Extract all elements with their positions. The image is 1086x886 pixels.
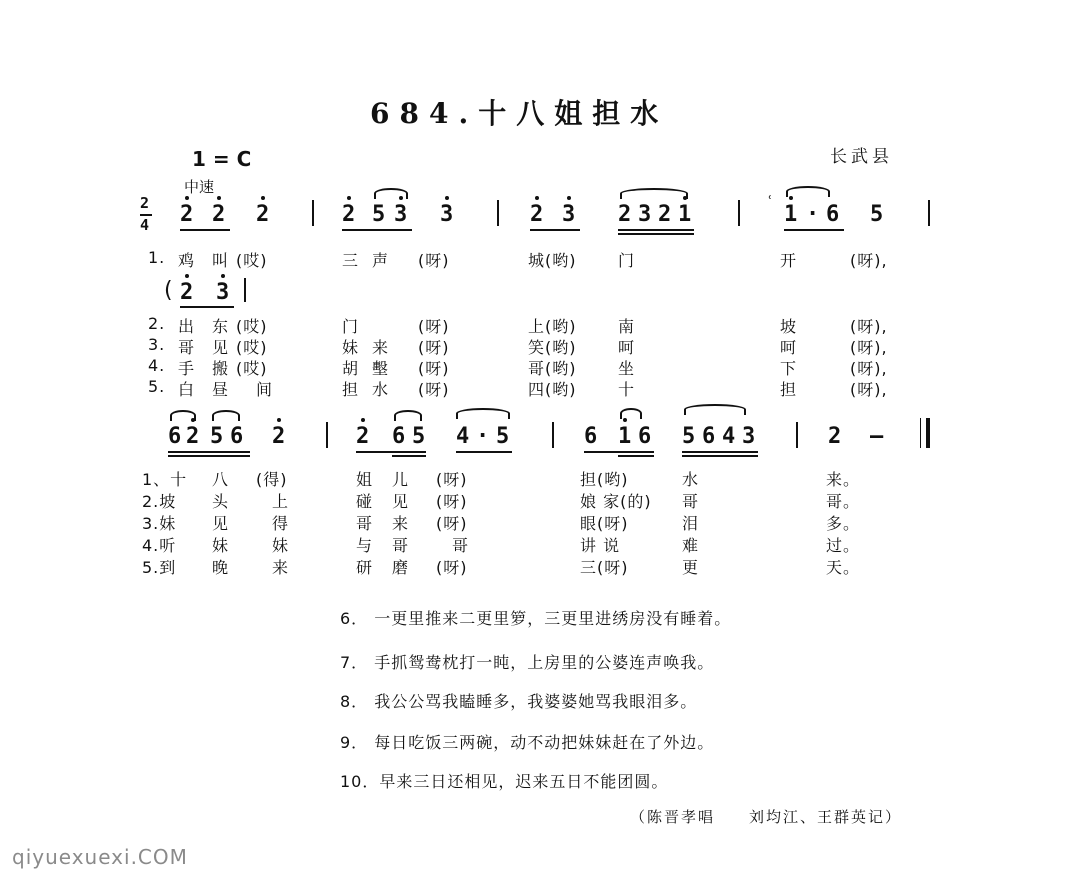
- note: 3: [562, 202, 576, 227]
- lyric-syllable: 4.听: [142, 536, 177, 555]
- octave-dot: [185, 274, 189, 278]
- barline: [796, 422, 798, 448]
- note: 2: [618, 202, 632, 227]
- beam: [456, 451, 512, 453]
- note: –: [870, 424, 884, 449]
- lyric-syllable: 担: [342, 380, 360, 399]
- slur: [620, 408, 642, 419]
- lyric-syllable: 笑(哟): [528, 338, 577, 357]
- octave-dot: [221, 274, 225, 278]
- lyric-syllable: 墼: [372, 359, 390, 378]
- beam: [618, 229, 694, 231]
- note: 2: [212, 202, 226, 227]
- lyric-syllable: 多。: [826, 514, 861, 533]
- lyric-syllable: (呀): [436, 558, 468, 577]
- lyric-syllable: 开: [780, 251, 798, 270]
- lyric-number: 4.: [148, 356, 166, 375]
- note: 2: [356, 424, 370, 449]
- slur: [620, 188, 688, 199]
- octave-dot: [445, 196, 449, 200]
- lyric-syllable: (哎): [236, 338, 268, 357]
- slur: [786, 186, 830, 197]
- lyric-syllable: 娘 家(的): [580, 492, 652, 511]
- lyric-syllable: 声: [372, 251, 390, 270]
- lyric-syllable: 手: [178, 359, 196, 378]
- lyric-syllable: 得: [272, 514, 290, 533]
- lyric-syllable: 坡: [780, 317, 798, 336]
- lyric-syllable: 哥: [356, 514, 374, 533]
- barline: [928, 200, 930, 226]
- lyric-syllable: 门: [618, 251, 636, 270]
- note: 5: [496, 424, 510, 449]
- lyric-syllable: 姐: [356, 470, 374, 489]
- lyric-syllable: 难: [682, 536, 700, 555]
- lyric-syllable: (呀): [436, 470, 468, 489]
- note: ·: [806, 202, 820, 227]
- note: 4: [722, 424, 736, 449]
- verse-line: 10．早来三日还相见，迟来五日不能团圆。: [340, 772, 669, 791]
- lyric-syllable: 见: [212, 338, 230, 357]
- note: 6: [584, 424, 598, 449]
- lyric-syllable: (哎): [236, 359, 268, 378]
- note: 3: [742, 424, 756, 449]
- lyric-syllable: 妹: [272, 536, 290, 555]
- lyric-number: 3.: [148, 335, 166, 354]
- octave-dot: [261, 196, 265, 200]
- lyric-syllable: (哎): [236, 251, 268, 270]
- lyric-number: 1.: [148, 248, 166, 267]
- note: 6: [392, 424, 406, 449]
- lyric-syllable: 呵: [618, 338, 636, 357]
- slur: [212, 410, 240, 421]
- note: 3: [394, 202, 408, 227]
- lyric-syllable: 研: [356, 558, 374, 577]
- lyric-number: 2.: [148, 314, 166, 333]
- final-barline-thick: [926, 418, 930, 448]
- slur: [170, 410, 196, 421]
- note: 6: [230, 424, 244, 449]
- beam: [530, 229, 580, 231]
- note: 6: [638, 424, 652, 449]
- lyric-syllable: 哥。: [826, 492, 861, 511]
- slur: [394, 410, 422, 421]
- lyric-syllable: 过。: [826, 536, 861, 555]
- note: 2: [530, 202, 544, 227]
- lyric-number: 5.: [148, 377, 166, 396]
- note: 2: [658, 202, 672, 227]
- lyric-syllable: 儿: [392, 470, 410, 489]
- lyric-syllable: 水: [682, 470, 700, 489]
- beam: [618, 455, 654, 457]
- lyric-syllable: (呀),: [850, 317, 888, 336]
- barline: [326, 422, 328, 448]
- note: 2: [180, 280, 194, 305]
- lyric-syllable: (得): [256, 470, 288, 489]
- lyric-syllable: 水: [372, 380, 390, 399]
- lyric-syllable: 天。: [826, 558, 861, 577]
- lyric-syllable: (呀),: [850, 338, 888, 357]
- tempo-marking: 中速: [184, 178, 215, 196]
- note: 4: [456, 424, 470, 449]
- lyric-syllable: 来: [272, 558, 290, 577]
- verse-line: 8． 我公公骂我瞌睡多，我婆婆她骂我眼泪多。: [340, 692, 698, 711]
- lyric-syllable: 更: [682, 558, 700, 577]
- note: 5: [210, 424, 224, 449]
- note: 2: [186, 424, 200, 449]
- grace-mark: ʿ: [768, 194, 773, 210]
- note: ·: [476, 424, 490, 449]
- barline: [552, 422, 554, 448]
- octave-dot: [217, 196, 221, 200]
- lyric-syllable: 1、十: [142, 470, 188, 489]
- lyric-syllable: 搬: [212, 359, 230, 378]
- lyric-syllable: 来: [372, 338, 390, 357]
- lyric-syllable: 泪: [682, 514, 700, 533]
- slur: [374, 188, 408, 199]
- lyric-syllable: 十: [618, 380, 636, 399]
- note: 1: [618, 424, 632, 449]
- lyric-syllable: 城(哟): [528, 251, 577, 270]
- lyric-syllable: 哥: [178, 338, 196, 357]
- lyric-syllable: 讲 说: [580, 536, 621, 555]
- beam: [356, 451, 426, 453]
- slur: [684, 404, 746, 415]
- note: 5: [870, 202, 884, 227]
- note: 6: [826, 202, 840, 227]
- lyric-syllable: 2.坡: [142, 492, 177, 511]
- note: 1: [678, 202, 692, 227]
- beam: [618, 233, 694, 235]
- lyric-syllable: (呀): [436, 492, 468, 511]
- key-signature: 1 = C: [192, 147, 252, 171]
- lyric-syllable: 见: [212, 514, 230, 533]
- octave-dot: [185, 196, 189, 200]
- lyric-syllable: 妹: [212, 536, 230, 555]
- lyric-syllable: 磨: [392, 558, 410, 577]
- lyric-syllable: 哥: [452, 536, 470, 555]
- beam: [180, 229, 230, 231]
- beam: [342, 229, 412, 231]
- note: 2: [180, 202, 194, 227]
- lyric-syllable: 四(哟): [528, 380, 577, 399]
- beam: [392, 455, 426, 457]
- lyric-syllable: 担(哟): [580, 470, 629, 489]
- octave-dot: [535, 196, 539, 200]
- octave-dot: [277, 418, 281, 422]
- lyric-syllable: 间: [256, 380, 274, 399]
- barline: [312, 200, 314, 226]
- lyric-syllable: 叫: [212, 251, 230, 270]
- time-sig-top: 2: [140, 194, 150, 212]
- octave-dot: [361, 418, 365, 422]
- note: 6: [702, 424, 716, 449]
- lyric-syllable: 东: [212, 317, 230, 336]
- lyric-syllable: (哎): [236, 317, 268, 336]
- lyric-syllable: (呀),: [850, 380, 888, 399]
- lyric-syllable: 鸡: [178, 251, 196, 270]
- slur: [456, 408, 510, 419]
- lyric-syllable: (呀): [436, 514, 468, 533]
- lyric-syllable: 哥: [682, 492, 700, 511]
- note: 2: [342, 202, 356, 227]
- lyric-syllable: (呀): [418, 380, 450, 399]
- octave-dot: [567, 196, 571, 200]
- lyric-syllable: 呵: [780, 338, 798, 357]
- note: 3: [216, 280, 230, 305]
- lyric-syllable: (呀): [418, 317, 450, 336]
- lyric-syllable: 上: [272, 492, 290, 511]
- beam: [784, 229, 844, 231]
- credit-line: （陈晋孝唱 刘均江、王群英记）: [630, 808, 903, 826]
- lyric-syllable: 三: [342, 251, 360, 270]
- lyric-syllable: 妹: [342, 338, 360, 357]
- lyric-syllable: 南: [618, 317, 636, 336]
- watermark: qiyuexuexi.COM: [12, 845, 188, 869]
- note: 2: [256, 202, 270, 227]
- lyric-syllable: 与: [356, 536, 374, 555]
- lyric-syllable: 来: [392, 514, 410, 533]
- lyric-syllable: (呀),: [850, 251, 888, 270]
- lyric-syllable: 下: [780, 359, 798, 378]
- note: 2: [828, 424, 842, 449]
- note: 5: [682, 424, 696, 449]
- lyric-syllable: 昼: [212, 380, 230, 399]
- octave-dot: [347, 196, 351, 200]
- verse-line: 7． 手抓鸳鸯枕打一盹，上房里的公婆连声唤我。: [340, 653, 715, 672]
- song-title: 684.十八姐担水: [370, 97, 669, 130]
- lyric-syllable: 头: [212, 492, 230, 511]
- lyric-syllable: 哥: [392, 536, 410, 555]
- lyric-syllable: 5.到: [142, 558, 177, 577]
- note: 2: [272, 424, 286, 449]
- time-sig-bottom: 4: [140, 216, 150, 234]
- lyric-syllable: 坐: [618, 359, 636, 378]
- beam: [682, 455, 758, 457]
- note: 6: [168, 424, 182, 449]
- lyric-syllable: 眼(呀): [580, 514, 629, 533]
- lyric-syllable: 担: [780, 380, 798, 399]
- lyric-syllable: 白: [178, 380, 196, 399]
- lyric-syllable: 3.妹: [142, 514, 177, 533]
- verse-line: 6． 一更里推来二更里箩，三更里进绣房没有睡着。: [340, 609, 732, 628]
- beam: [584, 451, 654, 453]
- lyric-syllable: (呀): [418, 251, 450, 270]
- note: 5: [372, 202, 386, 227]
- lyric-syllable: 哥(哟): [528, 359, 577, 378]
- verse-line: 9． 每日吃饭三两碗，动不动把妹妹赶在了外边。: [340, 733, 715, 752]
- final-barline-thin: [920, 418, 921, 448]
- lyric-syllable: 出: [178, 317, 196, 336]
- lyric-syllable: 门: [342, 317, 360, 336]
- beam: [180, 306, 234, 308]
- note: 3: [440, 202, 454, 227]
- lyric-syllable: 上(哟): [528, 317, 577, 336]
- lyric-syllable: 见: [392, 492, 410, 511]
- lyric-syllable: 碰: [356, 492, 374, 511]
- beam: [168, 451, 250, 453]
- bracket: (: [164, 278, 173, 303]
- note: 3: [638, 202, 652, 227]
- lyric-syllable: 胡: [342, 359, 360, 378]
- lyric-syllable: 三(呀): [580, 558, 629, 577]
- lyric-syllable: 八: [212, 470, 230, 489]
- note: 1: [784, 202, 798, 227]
- note: 5: [412, 424, 426, 449]
- lyric-syllable: 晚: [212, 558, 230, 577]
- barline: [244, 278, 246, 302]
- origin-county: 长武县: [830, 147, 893, 167]
- beam: [168, 455, 250, 457]
- lyric-syllable: (呀),: [850, 359, 888, 378]
- beam: [682, 451, 758, 453]
- lyric-syllable: (呀): [418, 359, 450, 378]
- barline: [497, 200, 499, 226]
- lyric-syllable: (呀): [418, 338, 450, 357]
- barline: [738, 200, 740, 226]
- lyric-syllable: 来。: [826, 470, 861, 489]
